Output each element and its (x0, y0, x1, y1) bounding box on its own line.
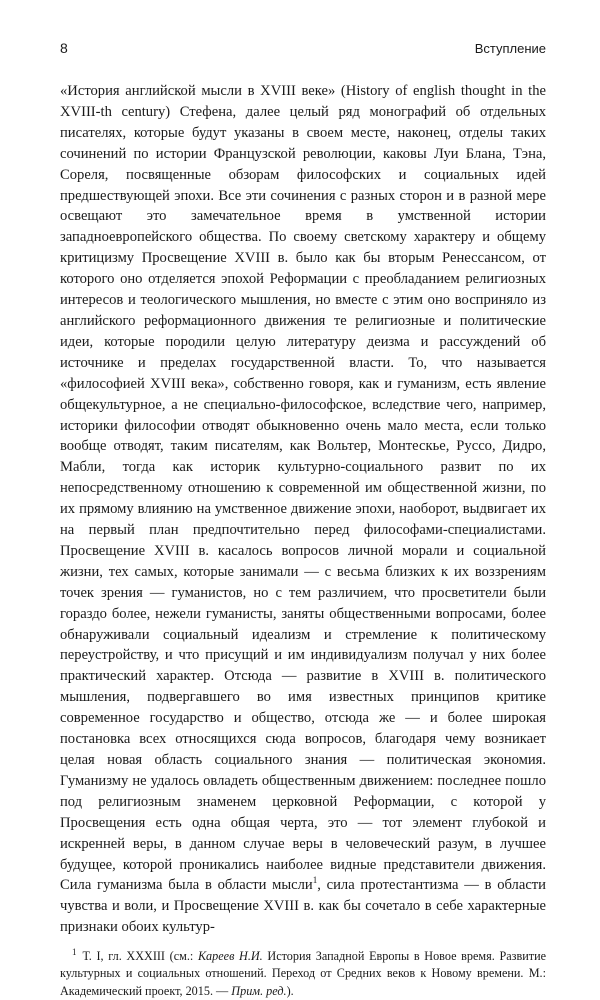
footnote-text-end: ). (286, 983, 294, 998)
main-text (60, 81, 546, 938)
footnote (60, 948, 546, 1000)
footnote-text-mid: История Западной Европы в Новое время. Развитие культурных и социальных отношений. Переход от Средних веков к Новому времени. М.: Академический проект, 2015. — (60, 949, 547, 998)
footnote-author: Кареев Н.И. (197, 949, 263, 964)
section-title: Вступление (474, 41, 546, 56)
body-paragraph (60, 81, 546, 938)
running-header (60, 40, 546, 58)
book-page (60, 40, 546, 1000)
body-text-part-2: , сила протестантизма — в области чувства и воли, и Просвещение XVIII в. как бы сочетало в себе характерные признаки обоих культур- (60, 877, 546, 936)
page-number: 8 (60, 40, 68, 56)
footnote-marker: 1 (72, 947, 77, 958)
body-text-part-1: «История английской мысли в XVIII веке» (History of english thought in the XVIII-th century) Стефена, далее целый ряд монографий об отдельных писателях, которые будут указаны в своем месте, наконец, отделы таких сочинений по истории Французской революции, каковы Луи Блана, Тэна, Сореля, посвященные обзорам философских и социальных идей предшествующей эпохи. Все эти сочинения с разных сторон и в разной мере освещают это замечательное время в умственной истории западноевропейского общества. По своему светскому характеру и общему критицизму Просвещение XVIII в. было как бы вторым Ренессансом, от которого оно отделяется эпохой Реформации с преобладанием религиозных интересов и теологического мышления, но вместе с этим оно восприняло из английского реформационного движения те религиозные и политические идеи, которые породили целую литературу деизма и рассуждений об источнике и пределах государственной власти. То, что называется «философией XVIII века», собственно говоря, как и гуманизм, есть явление общекультурное, а не специально-философское, вследствие чего, например, историки философии отводят обыкновенно очень мало места, если только вообще отводят, таким писателям, как Вольтер, Монтескье, Руссо, Дидро, Мабли, тогда как историк культурно-социального развит по их непосредственному отношению к современной им общественной жизни, по их прямому влиянию на умственное движение эпохи, наоборот, выдвигает их на первый план предпочтительно перед философами-специалистами. Просвещение XVIII в. касалось вопросов личной морали и социальной жизни, тех самых, которые занимали — с весьма близких к их воззрениям точек зрения — гуманистов, но с тем различием, что просветители были гораздо более, нежели гуманисты, заняты общественными вопросами, более обнаруживали социальный идеализм и стремление к политическому переустройству, и что присущий и им индивидуализм получал у них более практический характер. Отсюда — развитие в XVIII в. политического мышления, подвергавшего во имя известных принципов критике современное государство и общество, отсюда же — и более широкая постановка всех относящихся сюда вопросов, благодаря чему возникает целая новая область социального знания — политическая экономия. Гуманизму не удалось овладеть общественным движением: последнее пошло под религиозным знаменем церковной Реформации, с которой у Просвещения есть одна общая черта, это — тот элемент глубокой и искренней веры, в данном случае веры в человеческий разум, в лучшее будущее, которой проникались наиболее видные представители движения. Сила гуманизма была в области мысли (60, 83, 546, 894)
footnote-text-start: Т. I, гл. XXXIII (см.: (82, 949, 198, 964)
footnote-reference[interactable]: 1 (312, 875, 318, 886)
footnote-editor-note: Прим. ред. (231, 983, 287, 998)
